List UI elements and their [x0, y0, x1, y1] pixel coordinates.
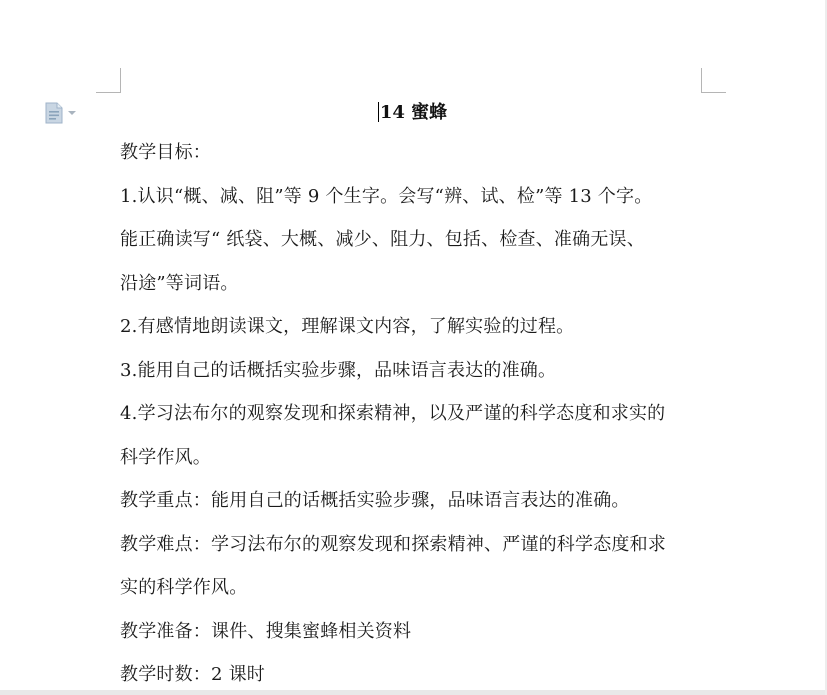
text-line: 实的科学作风。: [120, 577, 248, 598]
text-line: 能正确读写“ 纸袋、大概、减少、阻力、包括、检查、准确无误、: [120, 229, 645, 250]
text-line: 教学目标：: [120, 142, 211, 163]
text-line: 教学时数：2 课时: [120, 664, 265, 685]
page-corner-mark-top-left: [96, 68, 121, 93]
text-line: 科学作风。: [120, 446, 211, 468]
text-line: 3.能用自己的话概括实验步骤，品味语言表达的准确。: [120, 359, 557, 381]
page-corner-mark-top-right: [701, 68, 726, 93]
paragraph-options-button[interactable]: [44, 102, 84, 124]
text-line: 2.有感情地朗读课文，理解课文内容，了解实验的过程。: [120, 316, 575, 337]
text-line: 沿途”等词语。: [120, 272, 239, 294]
document-title-text: 14 蜜蜂: [379, 102, 448, 123]
text-line: 1.认识“概、减、阻”等 9 个生字。会写“辨、试、检”等 13 个字。: [120, 185, 653, 207]
document-body[interactable]: [120, 98, 705, 695]
text-line: 教学难点：学习法布尔的观察发现和探索精神、严谨的科学态度和求: [120, 533, 666, 555]
text-line: 教学重点：能用自己的话概括实验步骤，品味语言表达的准确。: [120, 490, 630, 511]
document-options-icon: [44, 102, 64, 124]
page-gap: [0, 690, 827, 695]
document-title: [120, 98, 705, 128]
chevron-down-icon: [68, 110, 76, 116]
text-line: 4.学习法布尔的观察发现和探索精神，以及严谨的科学态度和求实的: [120, 403, 666, 424]
text-line: 教学准备：课件、搜集蜜蜂相关资料: [120, 620, 412, 642]
text-cursor: [378, 102, 379, 122]
